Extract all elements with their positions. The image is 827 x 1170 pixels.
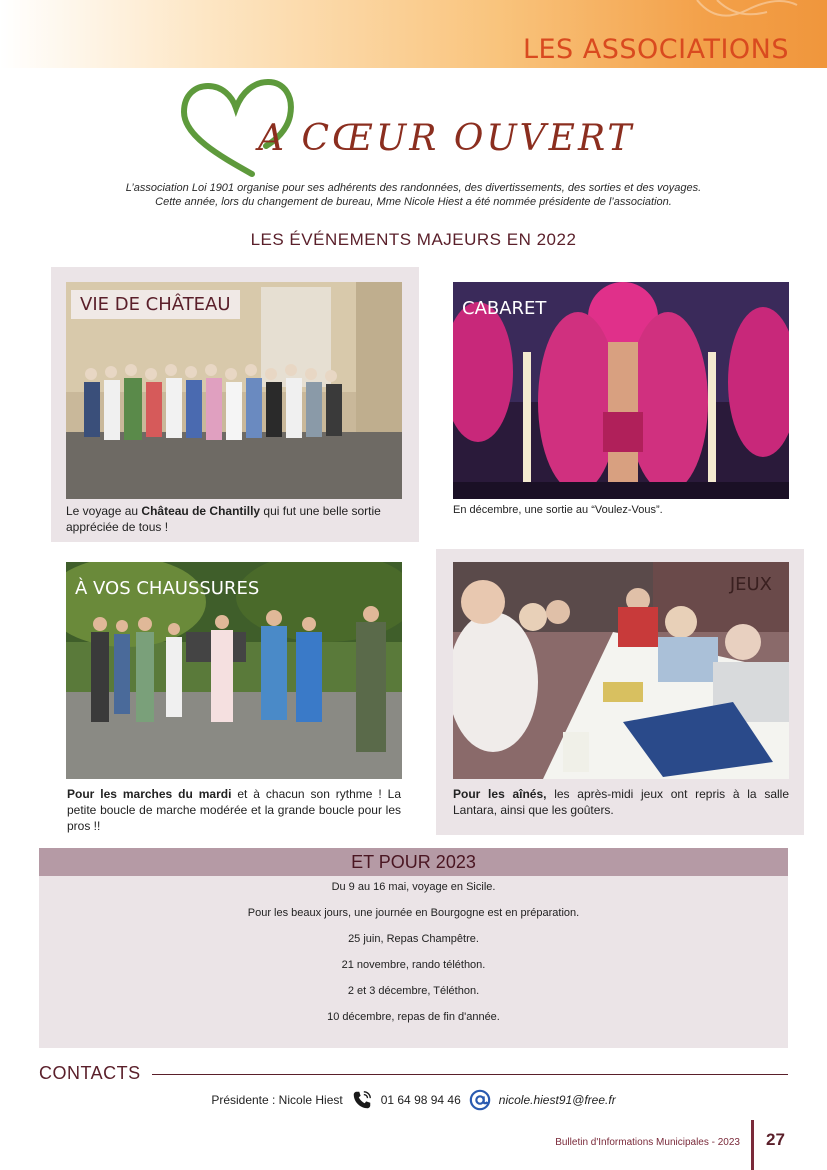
event-photo (453, 562, 789, 779)
list-item: 2 et 3 décembre, Téléthon. (347, 985, 480, 997)
caption-bold-text: Pour les aînés, (453, 787, 547, 801)
event-caption (67, 786, 401, 834)
caption-text: qui fut une belle sortie appréciée de tous ! (66, 504, 381, 534)
header-decoration-icon (687, 0, 807, 30)
president-name: Présidente : Nicole Hiest (211, 1093, 343, 1107)
page-number: 27 (766, 1130, 785, 1149)
footer-divider (751, 1120, 754, 1170)
caption-text: et à chacun son rythme ! La petite boucle de marche modérée et la grande boucle pour les pros !! (67, 787, 402, 833)
at-icon (469, 1089, 491, 1111)
event-caption: En décembre, une sortie au “Voulez-Vous”. (453, 504, 663, 516)
event-card-jeux (436, 549, 804, 835)
contacts-divider (152, 1074, 788, 1075)
event-photo-marche (66, 562, 402, 779)
plans-2023-title: ET POUR 2023 (39, 848, 788, 876)
contacts-line (0, 1088, 827, 1112)
caption-bold-text: Pour les marches du mardi (67, 787, 232, 801)
event-photo (66, 282, 402, 499)
event-label: JEUX (729, 574, 772, 595)
logo-text: A CŒUR OUVERT (258, 118, 635, 159)
event-label: VIE DE CHÂTEAU (71, 290, 240, 319)
section-title: LES ASSOCIATIONS (522, 34, 789, 65)
association-logo (180, 78, 680, 178)
email-link[interactable]: nicole.hiest91@free.fr (498, 1093, 616, 1107)
phone-icon (351, 1089, 373, 1111)
phone-number[interactable]: 01 64 98 94 46 (380, 1093, 461, 1107)
contacts-title: CONTACTS (39, 1063, 141, 1083)
intro-text (60, 181, 767, 209)
events-title: LES ÉVÉNEMENTS MAJEURS EN 2022 (250, 230, 577, 249)
caption-text: les après-midi jeux ont repris à la salle Lantara, ainsi que les goûters. (453, 787, 790, 817)
event-caption (66, 503, 404, 535)
footer-text: Bulletin d'Informations Municipales - 2023 (555, 1137, 740, 1148)
event-label: À VOS CHAUSSURES (75, 578, 260, 599)
list-item: 10 décembre, repas de fin d'année. (327, 1011, 500, 1023)
header-band (0, 0, 827, 68)
list-item: Du 9 au 16 mai, voyage en Sicile. (331, 881, 496, 893)
caption-text: Le voyage au (66, 504, 142, 518)
event-label: CABARET (462, 298, 547, 319)
event-caption (453, 786, 789, 818)
event-photo-cabaret (453, 282, 789, 499)
caption-bold-text: Château de Chantilly (141, 504, 261, 518)
plans-2023-list (39, 881, 788, 1037)
intro-line: L’association Loi 1901 organise pour ses adhérents des randonnées, des divertissements, des sorties et des voyages. (125, 182, 702, 194)
intro-line: Cette année, lors du changement de bureau, Mme Nicole Hiest a été nommée présidente de l’association. (155, 196, 672, 208)
list-item: 21 novembre, rando téléthon. (341, 959, 486, 971)
list-item: 25 juin, Repas Champêtre. (348, 933, 479, 945)
list-item: Pour les beaux jours, une journée en Bourgogne est en préparation. (247, 907, 580, 919)
plans-2023-panel (39, 848, 788, 1048)
event-card-chateau (51, 267, 419, 542)
